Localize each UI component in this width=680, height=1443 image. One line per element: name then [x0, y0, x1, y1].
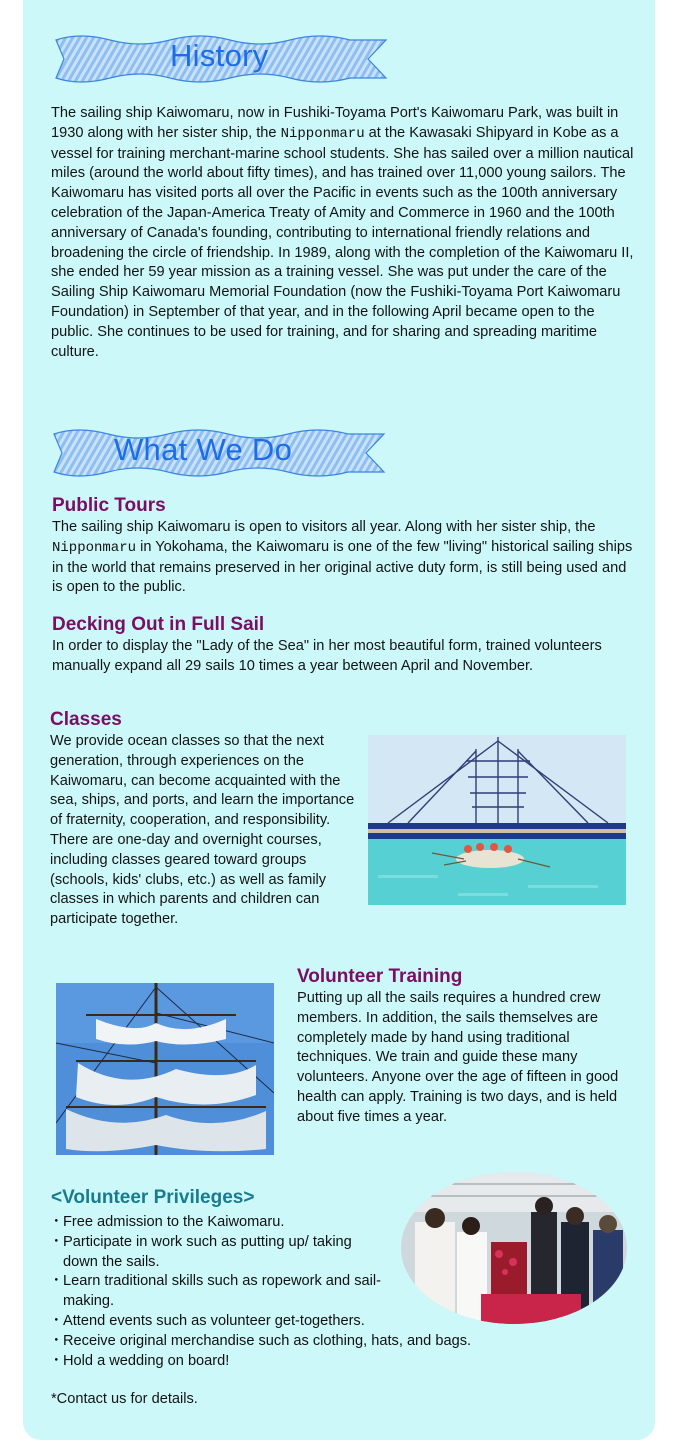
history-text-1: The sailing ship Kaiwomaru, now in Fushiki-Toyama Port's Kaiwomaru Park, was built in 1930 along with her sister ship, the [51, 105, 619, 141]
classes-paragraph: We provide ocean classes so that the next generation, through experiences on the Kaiwomaru, can become acquainted with the sea, ships, and ports, and learn the importance of fraternity, cooperation, and responsibility. There are one-day and overnight courses, including classes geared toward groups (schools, kids' clubs, etc.) as well as family classes in which parents and children can participate together. [50, 733, 355, 928]
volunteer-training-photo [56, 983, 274, 1155]
privilege-item: ・ Receive original merchandise such as clothing, hats, and bags. [51, 1332, 583, 1352]
history-banner [50, 32, 390, 86]
decking-paragraph: In order to display the "Lady of the Sea" in her most beautiful form, trained volunteers manually expand all 29 sails 10 times a year between April and November. [52, 638, 602, 674]
public-tours-text-1: The sailing ship Kaiwomaru is open to visitors all year. Along with her sister ship, the [52, 519, 596, 535]
classes-photo [368, 735, 626, 905]
privilege-item: ・ Participate in work such as putting up/ taking down the sails. [51, 1233, 363, 1273]
mast-and-sails-photo [56, 983, 274, 1155]
history-paragraph [51, 104, 635, 362]
privileges-heading: <Volunteer Privileges> [51, 1187, 255, 1208]
privileges-list [51, 1213, 583, 1371]
privilege-item: ・ Attend events such as volunteer get-togethers. [51, 1312, 483, 1332]
public-tours-heading: Public Tours [52, 495, 166, 516]
public-tours-text-2: in Yokohama, the Kaiwomaru is one of the few "living" historical sailing ships in the world that remains preserved in her original active duty form, is still being used and is open to the public. [52, 538, 633, 596]
decking-heading: Decking Out in Full Sail [52, 614, 265, 635]
privilege-item: ・ Learn traditional skills such as ropework and sail-making. [51, 1272, 403, 1312]
volunteer-training-paragraph: Putting up all the sails requires a hundred crew members. In addition, the sails themselves are completely made by hand using traditional techniques. We train and guide these many volunteers. Anyone over the age of fifteen in good health can apply. Training is two days, and is held about five times a year. [297, 990, 619, 1125]
public-tours-paragraph [52, 518, 634, 598]
history-ship-name: Nipponmaru [280, 125, 365, 142]
history-text-2: at the Kawasaki Shipyard in Kobe as a vessel for training merchant-marine school students. She has sailed over a million nautical miles (around the world about fifty times), and has trained over 11,000 young sailors. The Kaiwomaru has visited ports all over the Pacific in events such as the 100th anniversary celebration of the Japan-America Treaty of Amity and Commerce in 1960 and the 100th anniversary of Canada's founding, contributing to international friendly relations and broadening the circle of friendship. In 1989, along with the completion of the Kaiwomaru II, she ended her 59 year mission as a training vessel. She was put under the care of the Sailing Ship Kaiwomaru Memorial Foundation (now the Fushiki-Toyama Port Kaiwomaru Foundation) in September of that year, and in the following April became open to the public. She continues to be used for training, and for sharing and spreading maritime culture. [51, 124, 634, 360]
ship-and-boat-photo [368, 735, 626, 905]
privilege-item: ・ Free admission to the Kaiwomaru. [51, 1213, 393, 1233]
contact-note: *Contact us for details. [51, 1391, 198, 1407]
history-title: History [170, 38, 269, 73]
classes-heading: Classes [50, 709, 122, 730]
what-we-do-title: What We Do [114, 432, 293, 467]
public-tours-ship-name: Nipponmaru [52, 539, 137, 556]
privilege-item: ・ Hold a wedding on board! [51, 1352, 583, 1372]
volunteer-training-heading: Volunteer Training [297, 966, 463, 987]
what-we-do-banner [48, 426, 388, 480]
